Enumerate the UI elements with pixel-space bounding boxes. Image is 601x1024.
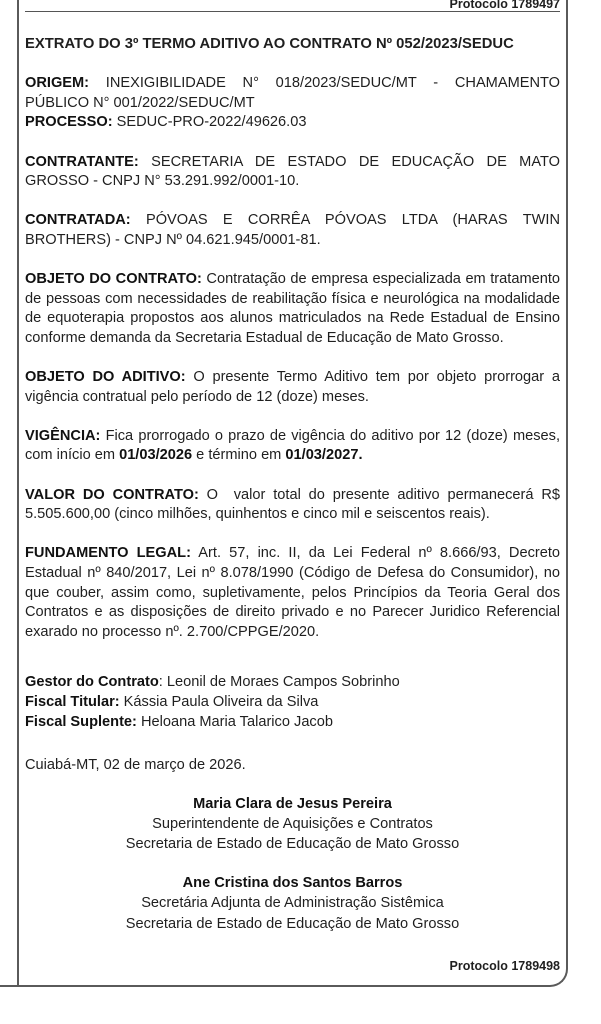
document-title: EXTRATO DO 3º TERMO ADITIVO AO CONTRATO Nº 052/2023/SEDUC	[25, 36, 514, 52]
valor-text: O valor total do presente aditivo permanecerá R$ 5.505.600,00 (cinco milhões, quinhentos e cinco mil e seiscentos reais).	[25, 486, 565, 523]
processo-label: PROCESSO:	[25, 114, 113, 131]
objeto-aditivo-paragraph	[25, 368, 560, 407]
place-date: Cuiabá-MT, 02 de março de 2026.	[25, 757, 246, 774]
signatory-name-text: Maria Clara de Jesus Pereira	[193, 796, 392, 813]
contratada-label: CONTRATADA:	[25, 212, 131, 229]
vigencia-paragraph	[25, 427, 560, 466]
fundamento-text: Art. 57, inc. II, da Lei Federal nº 8.666/93, Decreto Estadual nº 840/2017, Lei nº 8.078/1990 (Código de Defesa do Consumidor), no que couber, assim como, supletivamente, pelos Princípios da Teoria Geral dos Contratos e as disposições de direito privado e no Parecer Juridico Referencial exarado no processo nº. 2.700/CPPGE/2020.	[25, 545, 561, 640]
processo-paragraph	[25, 113, 560, 133]
signature-block	[25, 874, 560, 935]
frame-bottom-rule	[0, 985, 20, 987]
fundamento-label: FUNDAMENTO LEGAL:	[25, 545, 191, 562]
vigencia-start-date: 01/03/2026	[119, 447, 193, 464]
objeto-contrato-text: Contratação de empresa especializada em tratamento de pessoas com necessidades de reabilitação física e neurológica na modalidade de equoterapia propostos aos alunos matriculados na Rede Estadual de Ensino conforme demanda da Secretaria Estadual de Educação de Mato Grosso.	[25, 271, 561, 346]
valor-label: VALOR DO CONTRATO:	[25, 486, 199, 503]
signatory-name-text: Ane Cristina dos Santos Barros	[182, 874, 403, 891]
contratante-label: CONTRATANTE:	[25, 153, 139, 170]
contratada-paragraph	[25, 211, 560, 250]
vigencia-end-date: 01/03/2027.	[285, 447, 363, 464]
document-body	[25, 35, 565, 934]
signatory-org: Secretaria de Estado de Educação de Mato Grosso	[125, 915, 460, 932]
protocol-bottom: Protocolo 1789498	[449, 959, 560, 973]
signatory-org: Secretaria de Estado de Educação de Mato Grosso	[125, 835, 460, 852]
fiscal-titular-text: Kássia Paula Oliveira da Silva	[119, 694, 319, 710]
vigencia-text-1: Fica prorrogado o prazo de vigência do aditivo por 12 (doze) meses, com início em	[25, 427, 560, 464]
fiscal-suplente-text: Heloana Maria Talarico Jacob	[136, 713, 333, 730]
contratante-paragraph	[25, 153, 560, 192]
signature-block	[25, 795, 560, 854]
signatory-role: Secretária Adjunta de Administração Sistêmica	[141, 895, 444, 912]
vigencia-text-2: e término em	[192, 447, 286, 464]
objeto-contrato-paragraph	[25, 270, 560, 348]
contratada-text: PÓVOAS E CORRÊA PÓVOAS LTDA (HARAS TWIN BROTHERS) - CNPJ Nº 04.621.945/0001-81.	[25, 212, 560, 248]
gestor-label: Gestor do Contrato	[25, 674, 159, 691]
fiscal-suplente-line	[25, 713, 560, 733]
gestor-text: : Leonil de Moraes Campos Sobrinho	[158, 674, 400, 691]
vigencia-label: VIGÊNCIA:	[25, 427, 101, 444]
gestor-line	[25, 673, 560, 693]
objeto-aditivo-label: OBJETO DO ADITIVO:	[25, 369, 186, 386]
fiscal-titular-label: Fiscal Titular:	[25, 694, 120, 710]
signatory-name	[25, 874, 560, 894]
fundamento-paragraph	[25, 544, 560, 642]
origem-paragraph	[25, 74, 560, 113]
contratante-text: SECRETARIA DE ESTADO DE EDUCAÇÃO DE MATO GROSSO - CNPJ N° 53.291.992/0001-10.	[25, 153, 560, 190]
processo-text: SEDUC-PRO-2022/49626.03	[112, 114, 307, 131]
signatory-role: Superintendente de Aquisições e Contratos	[152, 815, 433, 832]
signatory-name	[25, 795, 560, 815]
fiscal-suplente-label: Fiscal Suplente:	[25, 713, 137, 730]
objeto-aditivo-text: O presente Termo Aditivo tem por objeto prorrogar a vigência contratual pelo período de 12 (doze) meses.	[25, 369, 560, 405]
origem-text: INEXIGIBILIDADE N° 018/2023/SEDUC/MT - CHAMAMENTO PÚBLICO N° 001/2022/SEDUC/MT	[25, 75, 560, 111]
objeto-contrato-label: OBJETO DO CONTRATO:	[25, 271, 202, 288]
origem-label: ORIGEM:	[25, 75, 90, 92]
fiscal-titular-line	[25, 693, 560, 713]
valor-paragraph	[25, 486, 565, 525]
protocol-top: Protocolo 1789497	[25, 0, 560, 12]
